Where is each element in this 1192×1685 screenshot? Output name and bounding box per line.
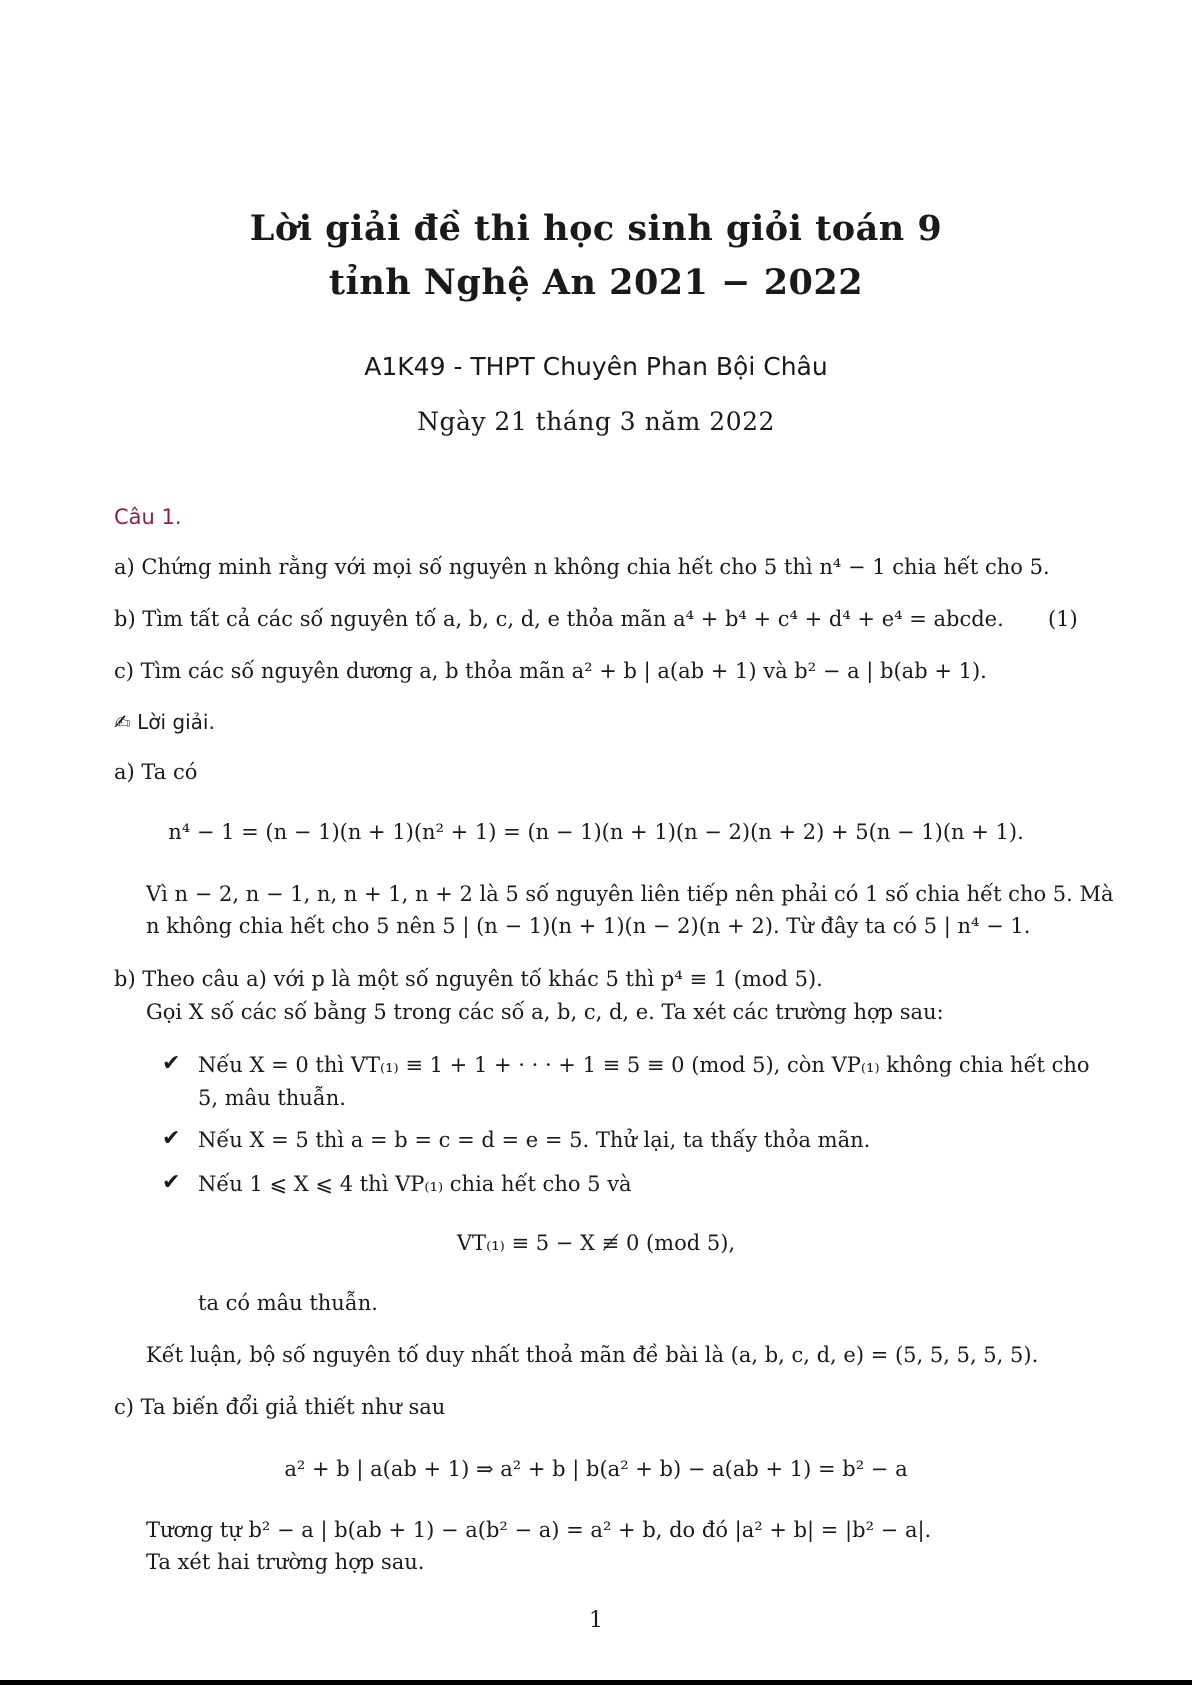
solution-c-intro: c) Ta biến đổi giả thiết như sau	[114, 1395, 446, 1419]
solution-label: ✍ Lời giải.	[114, 710, 215, 734]
check-mark-icon: ✔	[162, 1170, 181, 1195]
solution-c-equation: a² + b | a(ab + 1) ⇒ a² + b | b(a² + b) − a(ab + 1) = b² − a	[284, 1457, 908, 1481]
case-3-equation: VT₍₁₎ ≡ 5 − X ≢ 0 (mod 5),	[456, 1231, 736, 1255]
case-1-line-1: Nếu X = 0 thì VT₍₁₎ ≡ 1 + 1 + · · · + 1 ≡ 5 ≡ 0 (mod 5), còn VP₍₁₎ không chia hết cho	[198, 1053, 1090, 1077]
solution-c-text-2: Ta xét hai trường hợp sau.	[146, 1550, 425, 1574]
case-2: Nếu X = 5 thì a = b = c = d = e = 5. Thử lại, ta thấy thỏa mãn.	[198, 1128, 871, 1152]
solution-b-conclusion: Kết luận, bộ số nguyên tố duy nhất thoả mãn đề bài là (a, b, c, d, e) = (5, 5, 5, 5, 5).	[146, 1343, 1039, 1367]
case-1-line-2: 5, mâu thuẫn.	[198, 1086, 346, 1110]
problem-part-a: a) Chứng minh rằng với mọi số nguyên n không chia hết cho 5 thì n⁴ − 1 chia hết cho 5.	[114, 555, 1050, 579]
document-title-line1: Lời giải đề thi học sinh giỏi toán 9	[249, 208, 943, 249]
case-3-end: ta có mâu thuẫn.	[198, 1291, 378, 1315]
solution-a-equation: n⁴ − 1 = (n − 1)(n + 1)(n² + 1) = (n − 1)(n + 1)(n − 2)(n + 2) + 5(n − 1)(n + 1).	[168, 820, 1024, 844]
solution-a-intro: a) Ta có	[114, 760, 198, 784]
date: Ngày 21 tháng 3 năm 2022	[417, 407, 775, 436]
case-3: Nếu 1 ⩽ X ⩽ 4 thì VP₍₁₎ chia hết cho 5 và	[198, 1172, 632, 1196]
equation-tag: (1)	[1048, 607, 1078, 631]
problem-part-b: b) Tìm tất cả các số nguyên tố a, b, c, d, e thỏa mãn a⁴ + b⁴ + c⁴ + d⁴ + e⁴ = abcde.	[114, 607, 1004, 631]
check-mark-icon: ✔	[162, 1126, 181, 1151]
problem-heading: Câu 1.	[114, 505, 182, 529]
document-title-line2: tỉnh Nghệ An 2021 − 2022	[328, 262, 864, 303]
check-mark-icon: ✔	[162, 1051, 181, 1076]
solution-b-text-1: b) Theo câu a) với p là một số nguyên tố khác 5 thì p⁴ ≡ 1 (mod 5).	[114, 967, 823, 991]
page-number: 1	[589, 1608, 603, 1633]
solution-c-text-1: Tương tự b² − a | b(ab + 1) − a(b² − a) = a² + b, do đó |a² + b| = |b² − a|.	[146, 1518, 932, 1542]
page-bottom-border	[0, 1680, 1192, 1685]
author: A1K49 - THPT Chuyên Phan Bội Châu	[364, 352, 828, 381]
solution-a-text-2: n không chia hết cho 5 nên 5 | (n − 1)(n + 1)(n − 2)(n + 2). Từ đây ta có 5 | n⁴ − 1.	[146, 914, 1031, 938]
solution-a-text-1: Vì n − 2, n − 1, n, n + 1, n + 2 là 5 số nguyên liên tiếp nên phải có 1 số chia hết cho 5. Mà	[146, 882, 1114, 906]
solution-b-text-2: Gọi X số các số bằng 5 trong các số a, b, c, d, e. Ta xét các trường hợp sau:	[146, 1000, 944, 1024]
problem-part-c: c) Tìm các số nguyên dương a, b thỏa mãn a² + b | a(ab + 1) và b² − a | b(ab + 1).	[114, 659, 987, 683]
